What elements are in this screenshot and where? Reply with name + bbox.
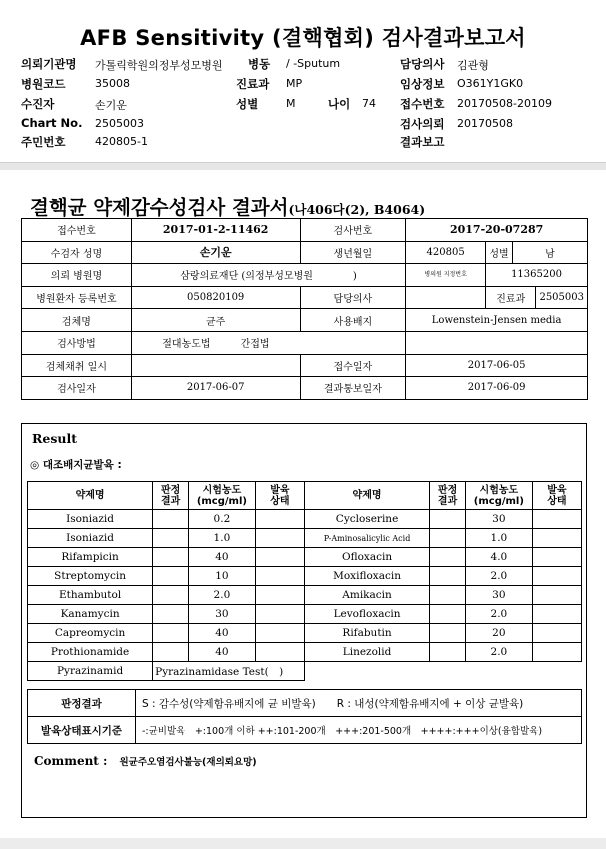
cell-report-date: 2017-06-09 bbox=[406, 377, 588, 400]
drug-name: Levofloxacin bbox=[304, 605, 429, 624]
drug-name: Isoniazid bbox=[28, 510, 153, 529]
test-concentration: 20 bbox=[466, 624, 533, 643]
method-2: 간접법 bbox=[240, 339, 270, 351]
cell-label: 병의원 지정번호 bbox=[406, 264, 486, 287]
test-concentration: 1.0 bbox=[466, 529, 533, 548]
test-concentration: 40 bbox=[189, 624, 256, 643]
cell-test-no: 2017-20-07287 bbox=[406, 219, 588, 242]
test-concentration: 2.0 bbox=[466, 567, 533, 586]
test-concentration: 0.2 bbox=[189, 510, 256, 529]
table-row bbox=[28, 586, 582, 605]
cell-doctor bbox=[406, 286, 486, 309]
judge-result bbox=[153, 586, 189, 605]
col-header-judge: 판정 결과 bbox=[153, 482, 189, 510]
label-doctor: 담당의사 bbox=[400, 57, 445, 71]
drug-name: Linezolid bbox=[304, 643, 429, 662]
judge-result bbox=[430, 624, 466, 643]
table-row bbox=[28, 624, 582, 643]
cell-label: 결과통보일자 bbox=[300, 377, 406, 400]
patient-info-table bbox=[21, 218, 588, 400]
table-row bbox=[28, 643, 582, 662]
test-concentration: 30 bbox=[466, 586, 533, 605]
header-divider bbox=[0, 162, 606, 170]
cell-test-date: 2017-06-07 bbox=[131, 377, 300, 400]
judge-result bbox=[430, 529, 466, 548]
label-department: 진료과 bbox=[236, 77, 270, 91]
cell-specimen: 균주 bbox=[131, 309, 300, 332]
col-header-growth: 발육 상태 bbox=[255, 482, 304, 510]
col-header-growth: 발육 상태 bbox=[532, 482, 581, 510]
growth-status bbox=[532, 586, 581, 605]
cell-hospital-code: 11365200 bbox=[486, 264, 588, 287]
table-row bbox=[28, 510, 582, 529]
value-doctor: 김관형 bbox=[457, 59, 489, 72]
label-patient: 수진자 bbox=[21, 97, 55, 111]
value-department: MP bbox=[286, 77, 303, 90]
test-concentration: 4.0 bbox=[466, 548, 533, 567]
col-header-judge: 판정 결과 bbox=[430, 482, 466, 510]
growth-status bbox=[255, 548, 304, 567]
judge-result bbox=[430, 605, 466, 624]
cell-method bbox=[131, 331, 300, 354]
value-sex: M bbox=[286, 97, 296, 110]
cell-label: 병원환자 등록번호 bbox=[22, 286, 132, 309]
value-reception-no: 20170508-20109 bbox=[457, 97, 552, 110]
cell-hospital: 삼랑의료재단 (의정부성모병원 ) bbox=[131, 264, 405, 287]
report-subtitle: (나406다(2), B4064) bbox=[288, 202, 426, 217]
cell-label: 사용배지 bbox=[300, 309, 406, 332]
drug-name: Kanamycin bbox=[28, 605, 153, 624]
pza-label: Pyrazinamid bbox=[28, 662, 153, 681]
value-chart-no: 2505003 bbox=[95, 117, 144, 130]
label-test-request: 검사의뢰 bbox=[400, 117, 445, 131]
drug-name: Ethambutol bbox=[28, 586, 153, 605]
legend-table bbox=[27, 689, 582, 744]
growth-criteria-label: 발육상태표시기준 bbox=[28, 717, 136, 744]
drug-name: Streptomycin bbox=[28, 567, 153, 586]
drug-susceptibility-table bbox=[27, 481, 582, 681]
growth-status bbox=[532, 605, 581, 624]
drug-name: Cycloserine bbox=[304, 510, 429, 529]
report-title-text: 결핵균 약제감수성검사 결과서 bbox=[30, 196, 289, 219]
growth-status bbox=[532, 529, 581, 548]
label-ward: 병동 bbox=[248, 57, 271, 71]
judge-criteria-text: S : 감수성(약제함유배지에 균 비발육) R : 내성(약제함유배지에 + 이상 균발육) bbox=[136, 690, 582, 717]
cell-label: 담당의사 bbox=[300, 286, 406, 309]
table-row bbox=[28, 529, 582, 548]
control-growth-label: ◎ 대조배지균발육 : bbox=[30, 459, 122, 471]
cell-label: 성별 bbox=[486, 241, 513, 264]
test-concentration: 2.0 bbox=[189, 586, 256, 605]
report-header-title: AFB Sensitivity (결핵협회) 검사결과보고서 bbox=[80, 26, 526, 50]
growth-status bbox=[255, 643, 304, 662]
value-clinical-info: O361Y1GK0 bbox=[457, 77, 524, 90]
col-header-conc: 시험농도 (mcg/ml) bbox=[189, 482, 256, 510]
value-ward: / -Sputum bbox=[286, 57, 341, 70]
label-clinical-info: 임상정보 bbox=[400, 77, 445, 91]
growth-status bbox=[532, 567, 581, 586]
cell-label: 검체명 bbox=[22, 309, 132, 332]
judge-result bbox=[153, 605, 189, 624]
value-institution: 가톨릭학원의정부성모병원 bbox=[95, 59, 223, 72]
footer-divider bbox=[0, 838, 606, 849]
growth-status bbox=[532, 643, 581, 662]
test-concentration: 30 bbox=[466, 510, 533, 529]
label-result-report: 결과보고 bbox=[400, 135, 445, 149]
cell-label: 검사방법 bbox=[22, 331, 132, 354]
cell-sex: 남 bbox=[513, 241, 588, 264]
growth-status bbox=[255, 567, 304, 586]
drug-name: Moxifloxacin bbox=[304, 567, 429, 586]
cell-receive: 2017-06-05 bbox=[406, 354, 588, 377]
cell-label: 생년월일 bbox=[300, 241, 406, 264]
label-sex: 성별 bbox=[236, 97, 259, 111]
cell-label: 접수번호 bbox=[22, 219, 132, 242]
col-header-drug: 약제명 bbox=[304, 482, 429, 510]
growth-criteria-text: -:균비발육 +:100개 이하 ++:101-200개 +++:201-500개 ++++:+++이상(융합발육) bbox=[136, 717, 582, 744]
label-hospital-code: 병원코드 bbox=[21, 77, 66, 91]
value-test-request: 20170508 bbox=[457, 117, 513, 130]
label-age: 나이 bbox=[328, 97, 351, 111]
comment bbox=[34, 754, 257, 768]
test-concentration: 1.0 bbox=[189, 529, 256, 548]
cell-label: 검사번호 bbox=[300, 219, 406, 242]
test-concentration: 40 bbox=[189, 548, 256, 567]
judge-result bbox=[430, 548, 466, 567]
pza-test: Pyrazinamidase Test( ) bbox=[153, 662, 305, 681]
comment-label: Comment : bbox=[34, 754, 108, 768]
judge-result bbox=[153, 548, 189, 567]
drug-name: Rifabutin bbox=[304, 624, 429, 643]
growth-status bbox=[255, 624, 304, 643]
cell-label: 검체채취 일시 bbox=[22, 354, 132, 377]
drug-name: P-Aminosalicylic Acid bbox=[304, 529, 429, 548]
judge-result bbox=[430, 586, 466, 605]
cell-label: 수검자 성명 bbox=[22, 241, 132, 264]
test-concentration: 10 bbox=[189, 567, 256, 586]
cell-label: 의뢰 병원명 bbox=[22, 264, 132, 287]
cell-dept-group bbox=[486, 286, 588, 309]
label-institution: 의뢰기관명 bbox=[21, 57, 77, 71]
drug-name: Capreomycin bbox=[28, 624, 153, 643]
cell-birth: 420805 bbox=[406, 241, 486, 264]
judge-result bbox=[153, 510, 189, 529]
label-resident-no: 주민번호 bbox=[21, 135, 66, 149]
judge-result bbox=[430, 567, 466, 586]
judge-criteria-label: 판정결과 bbox=[28, 690, 136, 717]
drug-name: Isoniazid bbox=[28, 529, 153, 548]
value-hospital-code: 35008 bbox=[95, 77, 130, 90]
drug-name: Amikacin bbox=[304, 586, 429, 605]
method-1: 절대농도법 bbox=[162, 339, 211, 351]
growth-status bbox=[255, 529, 304, 548]
col-header-conc: 시험농도 (mcg/ml) bbox=[466, 482, 533, 510]
test-concentration: 40 bbox=[189, 643, 256, 662]
cell-medium: Lowenstein-Jensen media bbox=[406, 309, 588, 332]
drug-name: Prothionamide bbox=[28, 643, 153, 662]
judge-result bbox=[153, 567, 189, 586]
cell-reg-no: 050820109 bbox=[131, 286, 300, 309]
growth-status bbox=[532, 624, 581, 643]
growth-status bbox=[532, 510, 581, 529]
test-concentration: 2.0 bbox=[466, 605, 533, 624]
judge-result bbox=[153, 624, 189, 643]
value-patient: 손기운 bbox=[95, 99, 127, 112]
test-concentration: 2.0 bbox=[466, 643, 533, 662]
comment-text: 원균주오염검사불능(재의뢰요망) bbox=[119, 757, 257, 768]
cell-dept: 2505003 bbox=[539, 292, 584, 304]
result-title: Result bbox=[32, 431, 77, 446]
table-row bbox=[28, 605, 582, 624]
growth-status bbox=[255, 586, 304, 605]
cell-reception-no: 2017-01-2-11462 bbox=[131, 219, 300, 242]
report-title bbox=[30, 192, 425, 220]
table-row bbox=[28, 548, 582, 567]
cell-collect bbox=[131, 354, 300, 377]
growth-status bbox=[255, 510, 304, 529]
drug-name: Ofloxacin bbox=[304, 548, 429, 567]
label-reception-no: 접수번호 bbox=[400, 97, 445, 111]
cell-label: 검사일자 bbox=[22, 377, 132, 400]
result-section bbox=[21, 423, 587, 818]
test-concentration: 30 bbox=[189, 605, 256, 624]
label-chart-no: Chart No. bbox=[21, 116, 83, 130]
judge-result bbox=[153, 643, 189, 662]
judge-result bbox=[430, 510, 466, 529]
table-row bbox=[28, 567, 582, 586]
col-header-drug: 약제명 bbox=[28, 482, 153, 510]
growth-status bbox=[532, 548, 581, 567]
judge-result bbox=[153, 529, 189, 548]
judge-result bbox=[430, 643, 466, 662]
cell-patient-name: 손기운 bbox=[131, 241, 300, 264]
drug-name: Rifampicin bbox=[28, 548, 153, 567]
cell-label: 진료과 bbox=[486, 287, 536, 308]
value-age: 74 bbox=[362, 97, 376, 110]
growth-status bbox=[255, 605, 304, 624]
value-resident-no: 420805-1 bbox=[95, 135, 148, 148]
cell-label: 접수일자 bbox=[300, 354, 406, 377]
